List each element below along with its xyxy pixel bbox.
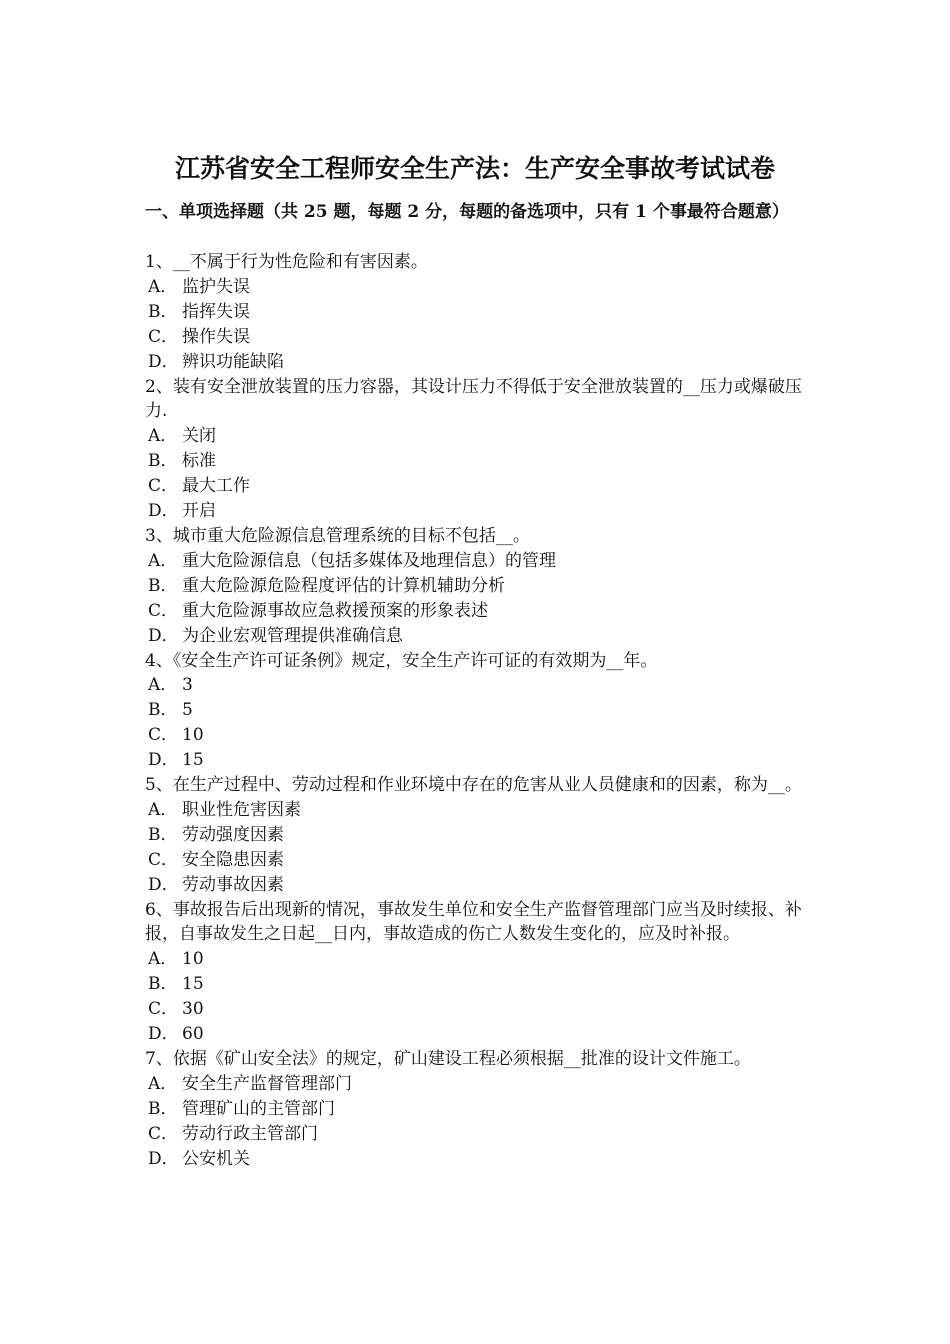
- option-letter: D．: [148, 874, 179, 895]
- option-letter: C．: [148, 476, 179, 497]
- option-letter: A．: [148, 949, 178, 970]
- option-letter: B．: [148, 575, 178, 596]
- option-text: 重大危险源危险程度评估的计算机辅助分析: [182, 575, 505, 596]
- option-b: [145, 300, 815, 325]
- option-text: 职业性危害因素: [182, 799, 301, 820]
- option-text: 劳动强度因素: [182, 824, 284, 845]
- option-letter: D．: [148, 1148, 179, 1169]
- section-heading: 一、单项选择题（共 25 题，每题 2 分，每题的备选项中，只有 1 个事最符合题意）: [145, 202, 789, 222]
- option-text: 10: [182, 949, 204, 970]
- option-b: [145, 823, 815, 848]
- option-a: [145, 424, 815, 449]
- option-d: [145, 873, 815, 898]
- question-5: [145, 773, 815, 898]
- option-b: [145, 698, 815, 723]
- question-stem: 6、事故报告后出现新的情况，事故发生单位和安全生产监督管理部门应当及时续报、补报，自事故发生之日起__日内，事故造成的伤亡人数发生变化的，应及时补报。: [145, 899, 802, 945]
- option-a: [145, 275, 815, 300]
- option-letter: B．: [148, 1098, 178, 1119]
- option-letter: A．: [148, 426, 178, 447]
- option-c: [145, 848, 815, 873]
- option-text: 重大危险源信息（包括多媒体及地理信息）的管理: [182, 550, 556, 571]
- option-text: 管理矿山的主管部门: [182, 1098, 335, 1119]
- option-letter: A．: [148, 1073, 178, 1094]
- option-d: [145, 499, 815, 524]
- option-c: [145, 599, 815, 624]
- option-text: 重大危险源事故应急救援预案的形象表述: [182, 600, 488, 621]
- question-stem: 4、《安全生产许可证条例》规定，安全生产许可证的有效期为__年。: [145, 650, 658, 671]
- option-text: 最大工作: [182, 476, 250, 497]
- question-stem: 1、__不属于行为性危险和有害因素。: [145, 252, 428, 272]
- option-text: 5: [182, 700, 193, 721]
- option-letter: D．: [148, 625, 179, 646]
- option-a: [145, 947, 815, 972]
- option-letter: B．: [148, 824, 178, 845]
- option-letter: A．: [148, 550, 178, 571]
- option-letter: A．: [148, 276, 178, 297]
- question-stem: 2、装有安全泄放装置的压力容器，其设计压力不得低于安全泄放装置的__压力或爆破压力.: [145, 376, 802, 422]
- option-text: 安全隐患因素: [182, 849, 284, 870]
- option-b: [145, 449, 815, 474]
- option-letter: D．: [148, 351, 179, 372]
- option-text: 10: [182, 725, 204, 746]
- option-text: 监护失误: [182, 276, 250, 297]
- option-letter: D．: [148, 750, 179, 771]
- option-text: 15: [182, 974, 204, 995]
- option-text: 辨识功能缺陷: [182, 351, 284, 372]
- option-text: 操作失误: [182, 326, 250, 347]
- option-text: 劳动行政主管部门: [182, 1123, 318, 1144]
- option-d: [145, 350, 815, 375]
- option-b: [145, 574, 815, 599]
- option-b: [145, 972, 815, 997]
- option-d: [145, 624, 815, 649]
- option-letter: C．: [148, 600, 179, 621]
- option-text: 公安机关: [182, 1148, 250, 1169]
- option-c: [145, 723, 815, 748]
- question-stem: 3、城市重大危险源信息管理系统的目标不包括__。: [145, 525, 530, 546]
- option-text: 15: [182, 750, 204, 771]
- option-text: 关闭: [182, 426, 216, 447]
- option-letter: A．: [148, 675, 178, 696]
- question-1: [145, 250, 815, 375]
- option-letter: C．: [148, 725, 179, 746]
- question-4: [145, 649, 815, 774]
- option-c: [145, 325, 815, 350]
- option-d: [145, 1022, 815, 1047]
- option-letter: C．: [148, 1123, 179, 1144]
- option-text: 60: [182, 1024, 204, 1045]
- document-title: 江苏省安全工程师安全生产法：生产安全事故考试试卷: [174, 154, 775, 183]
- option-text: 安全生产监督管理部门: [182, 1073, 352, 1094]
- option-text: 标准: [182, 451, 216, 472]
- option-letter: D．: [148, 501, 179, 522]
- option-letter: C．: [148, 999, 179, 1020]
- question-3: [145, 524, 815, 649]
- option-text: 劳动事故因素: [182, 874, 284, 895]
- option-text: 开启: [182, 501, 216, 522]
- option-text: 为企业宏观管理提供准确信息: [182, 625, 403, 646]
- option-text: 3: [182, 675, 193, 696]
- option-letter: B．: [148, 301, 178, 322]
- question-stem: 7、依据《矿山安全法》的规定，矿山建设工程必须根据__批准的设计文件施工。: [145, 1049, 751, 1069]
- option-a: [145, 798, 815, 823]
- question-7: [145, 1047, 815, 1172]
- question-6: [145, 898, 815, 1047]
- question-2: [145, 375, 815, 524]
- option-letter: C．: [148, 849, 179, 870]
- option-letter: B．: [148, 451, 178, 472]
- option-c: [145, 997, 815, 1022]
- option-a: [145, 1072, 815, 1097]
- option-letter: D．: [148, 1024, 179, 1045]
- option-text: 30: [182, 999, 204, 1020]
- option-text: 指挥失误: [182, 301, 250, 322]
- question-list: [145, 250, 815, 1172]
- option-d: [145, 748, 815, 773]
- option-a: [145, 549, 815, 574]
- option-letter: B．: [148, 700, 178, 721]
- option-a: [145, 673, 815, 698]
- option-c: [145, 1122, 815, 1147]
- question-stem: 5、在生产过程中、劳动过程和作业环境中存在的危害从业人员健康和的因素，称为__。: [145, 775, 802, 796]
- option-d: [145, 1147, 815, 1172]
- option-letter: A．: [148, 799, 178, 820]
- option-b: [145, 1097, 815, 1122]
- option-letter: B．: [148, 974, 178, 995]
- option-c: [145, 474, 815, 499]
- option-letter: C．: [148, 326, 179, 347]
